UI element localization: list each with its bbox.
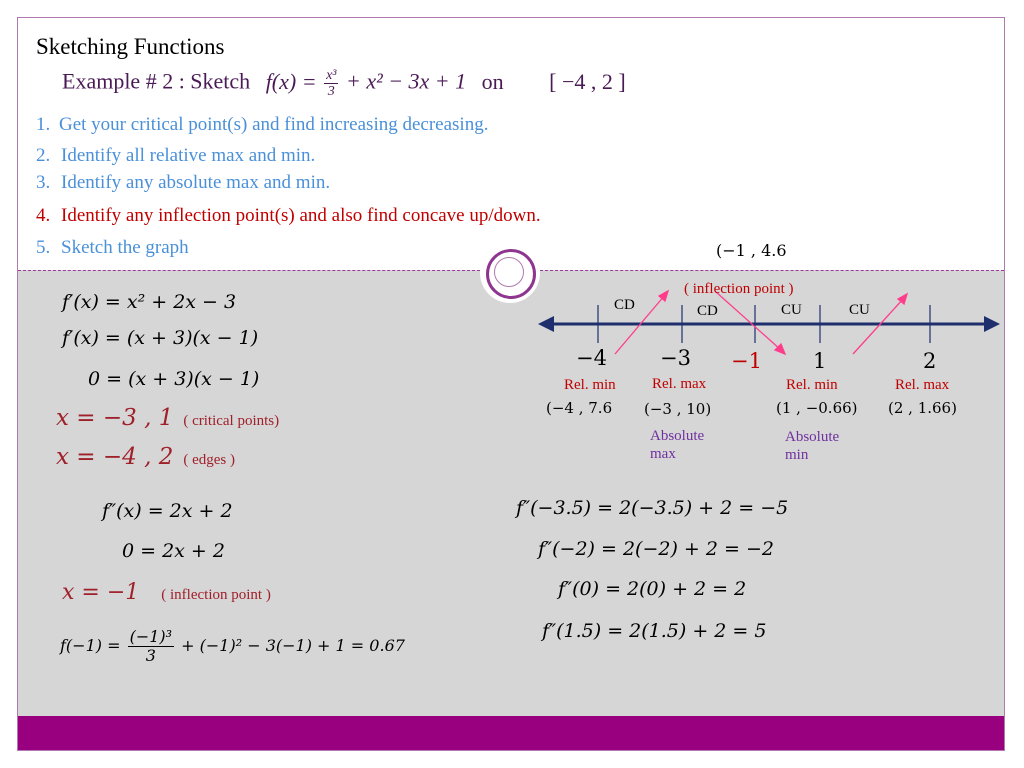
interval: [ −4 , 2 ] [549,68,626,94]
edges: x = −4 , 2 [56,444,174,470]
tick-label-minus-4: −4 [576,346,607,370]
example-prefix: Example # 2 : Sketch [62,68,251,94]
absolute-word: Absolute [785,429,840,445]
rel-max-left-label: Rel. max [652,376,707,392]
function-lhs: f(x) = [265,68,317,94]
inflection-label: ( inflection point ) [161,587,271,603]
eval-denominator: 3 [145,646,156,665]
step-number: 5. [36,237,51,258]
fraction-denominator: 3 [327,84,335,99]
second-derivative-zero: 0 = 2x + 2 [122,540,225,562]
max-word: max [650,446,676,462]
concavity-test-3: f″(0) = 2(0) + 2 = 2 [558,578,747,600]
left-arrowhead-icon [538,316,554,332]
rel-min-left-label: Rel. min [564,377,616,393]
slide-title: Sketching Functions [36,34,225,59]
critical-points: x = −3 , 1 [56,405,174,431]
second-derivative: f″(x) = 2x + 2 [102,500,233,522]
coord-1: (1 , −0.66) [776,399,858,417]
inflection-point-label: ( inflection point ) [684,281,794,297]
tick-label-2: 2 [923,349,937,373]
concavity-test-1: f″(−3.5) = 2(−3.5) + 2 = −5 [516,497,789,519]
eval-numerator: (−1)³ [129,627,173,646]
decreasing-arrow-icon [716,292,781,350]
concavity-label-4: CU [849,302,870,318]
inflection-coordinate: (−1 , 4.6 [716,241,787,260]
step-text: Sketch the graph [61,237,189,258]
tick-label-1: 1 [813,349,827,373]
min-word: min [785,447,809,463]
tick-label-minus-3: −3 [660,346,691,370]
step-text: Identify any inflection point(s) and also find concave up/down. [61,205,541,226]
rel-min-right-label: Rel. min [786,377,838,393]
critical-equation: 0 = (x + 3)(x − 1) [88,368,260,390]
step-number: 1. [36,114,51,135]
first-derivative: f′(x) = x² + 2x − 3 [62,291,237,313]
fraction-numerator: x³ [326,68,337,83]
rel-max-right-label: Rel. max [895,377,950,393]
inflection-x: x = −1 [62,580,140,605]
eval-lhs: f(−1) = [60,636,121,655]
absolute-min-label [785,428,839,464]
concavity-label-1: CD [614,297,635,313]
step-text: Identify all relative max and min. [61,145,316,166]
first-derivative-factored: f′(x) = (x + 3)(x − 1) [62,327,259,349]
concavity-test-2: f″(−2) = 2(−2) + 2 = −2 [538,538,774,560]
right-arrowhead-icon [984,316,1000,332]
step-text: Identify any absolute max and min. [61,172,331,193]
concavity-label-3: CU [781,302,802,318]
coord-minus-4: (−4 , 7.6 [546,399,613,417]
coord-minus-3: (−3 , 10) [644,400,712,418]
absolute-max-label [650,427,704,463]
step-text: Get your critical point(s) and find increasing decreasing. [59,114,489,135]
function-rest: + x² − 3x + 1 [345,68,467,94]
step-number: 4. [36,205,51,226]
step-number: 2. [36,145,51,166]
concavity-test-4: f″(1.5) = 2(1.5) + 2 = 5 [542,620,767,642]
edges-label: ( edges ) [183,452,235,468]
eval-rest: + (−1)² − 3(−1) + 1 = 0.67 [181,636,405,655]
on-word: on [481,68,504,94]
concavity-label-2: CD [697,303,718,319]
step-number: 3. [36,172,51,193]
tick-label-minus-1: −1 [731,349,762,373]
absolute-word: Absolute [650,428,705,444]
coord-2: (2 , 1.66) [888,399,957,417]
critical-points-label: ( critical points) [183,413,280,429]
